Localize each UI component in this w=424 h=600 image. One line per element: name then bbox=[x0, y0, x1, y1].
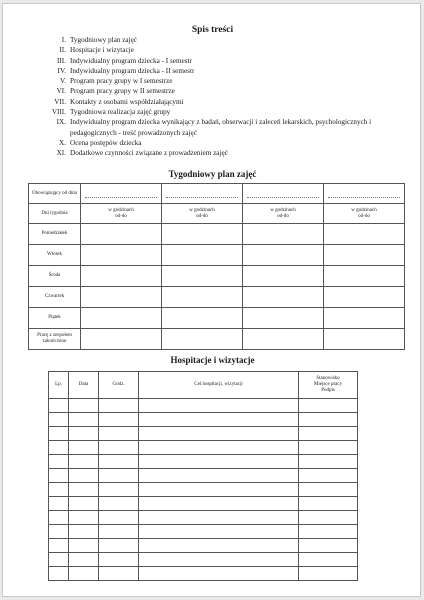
table-cell[interactable] bbox=[299, 497, 358, 511]
hospitacje-table bbox=[48, 371, 358, 581]
day-label: Piątek bbox=[29, 308, 81, 329]
table-cell[interactable] bbox=[69, 469, 99, 483]
table-cell[interactable] bbox=[69, 441, 99, 455]
table-cell[interactable] bbox=[99, 455, 139, 469]
day-label: Czwartek bbox=[29, 287, 81, 308]
table-row bbox=[49, 567, 358, 581]
table-cell[interactable] bbox=[69, 455, 99, 469]
date-field[interactable] bbox=[243, 184, 324, 204]
table-cell[interactable] bbox=[139, 427, 299, 441]
table-cell[interactable] bbox=[69, 553, 99, 567]
table-row bbox=[49, 469, 358, 483]
toc-item: XI. Dodatkowe czynności związane z prowadzeniem zajęć bbox=[56, 149, 228, 158]
table-cell[interactable] bbox=[99, 511, 139, 525]
table-cell[interactable] bbox=[49, 413, 69, 427]
table-row bbox=[49, 413, 358, 427]
table-cell[interactable] bbox=[99, 483, 139, 497]
toc-item: III. Indywidualny program dziecka - I semestr bbox=[57, 56, 192, 65]
hours-header: w godzinach od-do bbox=[243, 204, 324, 224]
table-cell[interactable] bbox=[299, 455, 358, 469]
table-cell[interactable] bbox=[99, 441, 139, 455]
table-cell[interactable] bbox=[69, 511, 99, 525]
days-label: Dni tygodnia bbox=[29, 204, 81, 224]
toc-title: Spis treści bbox=[191, 25, 234, 35]
col-stanowisko: Stanowisko Miejsce pracy Podpis bbox=[299, 372, 358, 399]
table-row bbox=[49, 455, 358, 469]
toc-item: X. Ocena postępów dziecka bbox=[59, 138, 142, 147]
table-row bbox=[29, 184, 405, 204]
hours-header: w godzinach od-do bbox=[324, 204, 405, 224]
hospitacje-title: Hospitacje i wizytacje bbox=[170, 355, 255, 365]
table-cell[interactable] bbox=[299, 441, 358, 455]
table-cell[interactable] bbox=[49, 553, 69, 567]
table-cell[interactable] bbox=[69, 525, 99, 539]
table-cell[interactable] bbox=[139, 469, 299, 483]
table-cell[interactable] bbox=[49, 567, 69, 581]
table-row bbox=[49, 427, 358, 441]
table-cell[interactable] bbox=[49, 539, 69, 553]
table-cell[interactable] bbox=[69, 539, 99, 553]
table-row bbox=[49, 399, 358, 413]
table-row bbox=[49, 525, 358, 539]
date-field[interactable] bbox=[162, 184, 243, 204]
table-cell[interactable] bbox=[99, 413, 139, 427]
table-cell[interactable] bbox=[99, 553, 139, 567]
table-cell[interactable] bbox=[299, 511, 358, 525]
table-cell[interactable] bbox=[299, 469, 358, 483]
table-cell[interactable] bbox=[49, 469, 69, 483]
table-cell[interactable] bbox=[49, 427, 69, 441]
day-label: Wtorek bbox=[29, 245, 81, 266]
table-of-contents bbox=[33, 35, 393, 159]
table-cell[interactable] bbox=[49, 455, 69, 469]
table-row bbox=[29, 308, 405, 329]
table-row bbox=[29, 245, 405, 266]
col-data: Data bbox=[69, 372, 99, 399]
plan-title: Tygodniowy plan zajęć bbox=[168, 169, 257, 179]
toc-item: II. Hospitacje i wizytacje bbox=[59, 46, 134, 55]
table-cell[interactable] bbox=[69, 413, 99, 427]
table-cell[interactable] bbox=[139, 525, 299, 539]
valid-from-label: Obowiązujący od dnia bbox=[29, 184, 81, 204]
hours-header: w godzinach od-do bbox=[162, 204, 243, 224]
day-label: Pracę z zespołem zakończono bbox=[29, 329, 81, 350]
table-cell[interactable] bbox=[49, 399, 69, 413]
table-row bbox=[49, 483, 358, 497]
table-row bbox=[29, 287, 405, 308]
table-cell[interactable] bbox=[99, 427, 139, 441]
table-row bbox=[29, 224, 405, 245]
table-row bbox=[49, 497, 358, 511]
table-cell[interactable] bbox=[99, 399, 139, 413]
date-field[interactable] bbox=[324, 184, 405, 204]
table-row bbox=[49, 511, 358, 525]
table-cell[interactable] bbox=[69, 483, 99, 497]
table-cell[interactable] bbox=[99, 469, 139, 483]
toc-item: IV. Indywidualny program dziecka - II semestr bbox=[57, 66, 195, 75]
table-cell[interactable] bbox=[99, 525, 139, 539]
table-cell[interactable] bbox=[299, 553, 358, 567]
col-cel: Cel hospitacji, wizytacji bbox=[139, 372, 299, 399]
table-cell[interactable] bbox=[139, 413, 299, 427]
table-row bbox=[49, 553, 358, 567]
table-cell[interactable] bbox=[299, 483, 358, 497]
table-cell[interactable] bbox=[299, 525, 358, 539]
table-cell[interactable] bbox=[139, 483, 299, 497]
col-lp: Lp. bbox=[49, 372, 69, 399]
table-cell[interactable] bbox=[139, 441, 299, 455]
table-cell[interactable] bbox=[49, 483, 69, 497]
date-field[interactable] bbox=[81, 184, 162, 204]
table-cell[interactable] bbox=[139, 539, 299, 553]
day-label: Poniedziałek bbox=[29, 224, 81, 245]
document-page bbox=[2, 3, 421, 597]
table-row bbox=[49, 441, 358, 455]
table-cell[interactable] bbox=[139, 511, 299, 525]
table-cell[interactable] bbox=[49, 525, 69, 539]
table-cell[interactable] bbox=[139, 399, 299, 413]
toc-item: V. Program pracy grupy w I semestrze bbox=[59, 77, 173, 86]
table-cell[interactable] bbox=[99, 567, 139, 581]
table-cell[interactable] bbox=[139, 497, 299, 511]
hours-header: w godzinach od-do bbox=[81, 204, 162, 224]
table-header-row bbox=[49, 372, 358, 399]
table-cell[interactable] bbox=[139, 567, 299, 581]
table-cell[interactable] bbox=[69, 399, 99, 413]
table-cell[interactable] bbox=[49, 511, 69, 525]
table-cell[interactable] bbox=[299, 427, 358, 441]
table-row bbox=[29, 266, 405, 287]
toc-item: VII. Kontakty z osobami współdziałającymi bbox=[54, 97, 184, 106]
table-cell[interactable] bbox=[99, 539, 139, 553]
table-cell[interactable] bbox=[299, 567, 358, 581]
toc-item: IX. Indywidualny program dziecka wynikający z badań, obserwacji i zaleceń lekarskich, psychologicznych i pedagogicznych - treść prowadzonych zajęć bbox=[56, 118, 372, 137]
table-cell[interactable] bbox=[69, 427, 99, 441]
table-row bbox=[29, 329, 405, 350]
table-cell[interactable] bbox=[299, 399, 358, 413]
weekly-plan-table bbox=[28, 183, 405, 350]
table-cell[interactable] bbox=[299, 413, 358, 427]
table-cell[interactable] bbox=[99, 497, 139, 511]
table-cell[interactable] bbox=[139, 553, 299, 567]
table-cell[interactable] bbox=[69, 567, 99, 581]
table-cell[interactable] bbox=[49, 441, 69, 455]
toc-item: VI. Program pracy grupy w II semestrze bbox=[56, 87, 175, 96]
table-cell[interactable] bbox=[49, 497, 69, 511]
day-label: Środa bbox=[29, 266, 81, 287]
col-godz: Godz. bbox=[99, 372, 139, 399]
toc-item: VIII. Tygodniowa realizacja zajęć grupy bbox=[51, 108, 171, 117]
table-row bbox=[29, 204, 405, 224]
table-cell[interactable] bbox=[299, 539, 358, 553]
toc-item: I. Tygodniowy plan zajęć bbox=[61, 36, 137, 44]
table-cell[interactable] bbox=[69, 497, 99, 511]
table-row bbox=[49, 539, 358, 553]
table-cell[interactable] bbox=[139, 455, 299, 469]
